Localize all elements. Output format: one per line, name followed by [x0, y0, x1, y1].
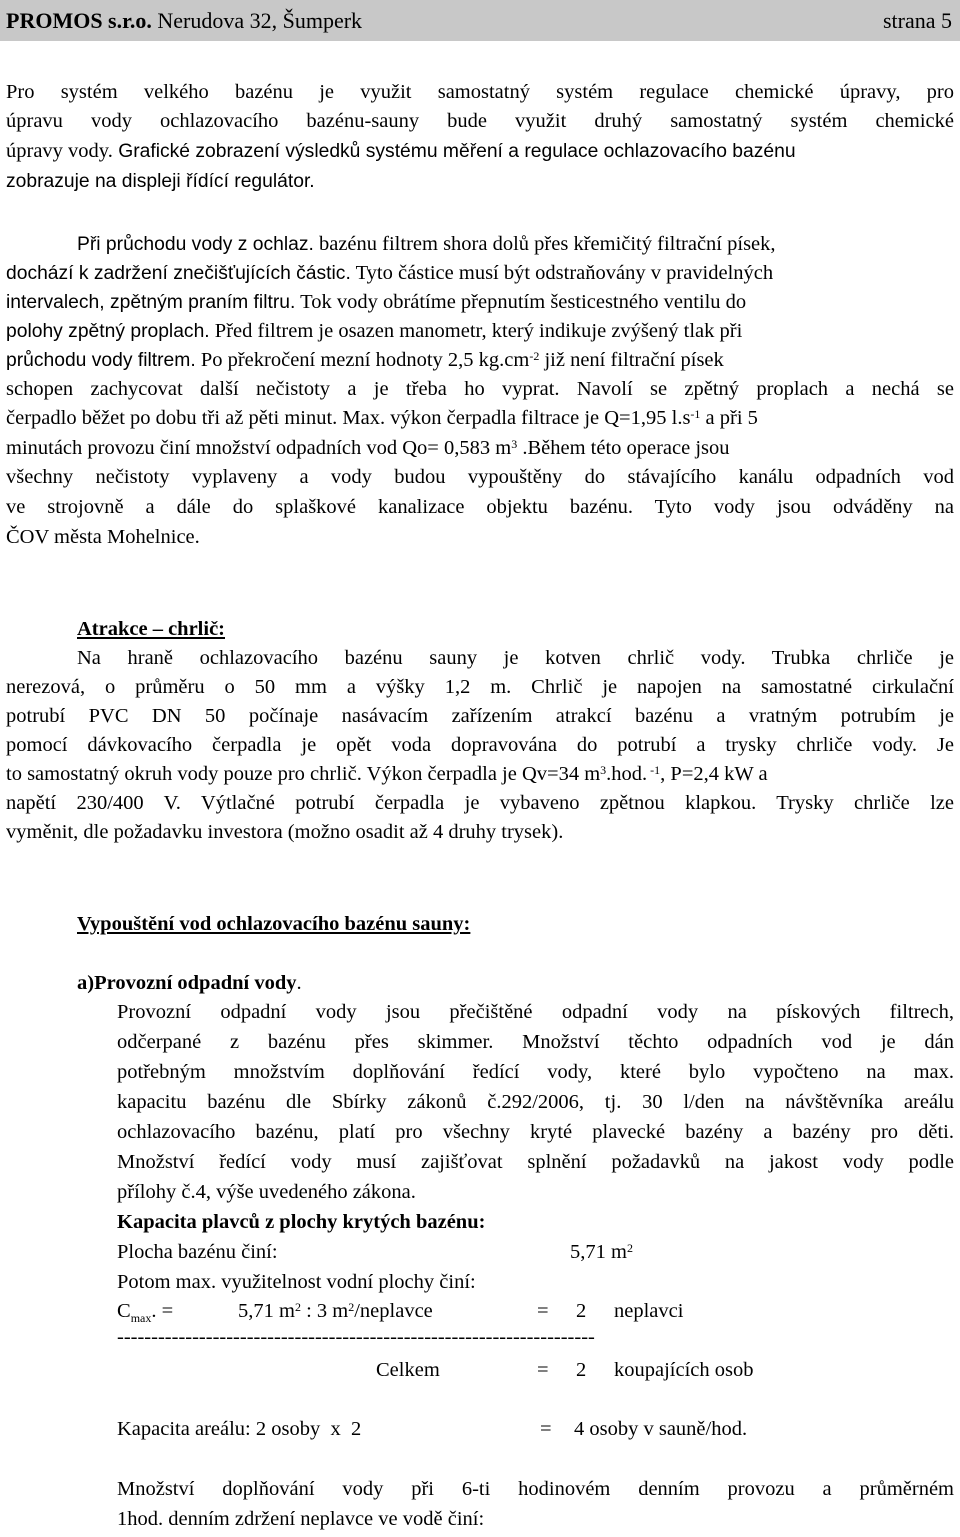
- total-label: Celkem: [376, 1359, 440, 1381]
- c-max-unit: neplavci: [614, 1300, 684, 1322]
- area-capacity-result: 4 osoby v sauně/hod.: [574, 1418, 748, 1440]
- text-line: vyměnit, dle požadavku investora (možno osadit až 4 druhy trysek).: [6, 821, 564, 843]
- area-label: Plocha bazénu činí:: [117, 1241, 278, 1263]
- page-header: [0, 0, 960, 41]
- text-line: průchodu vody filtrem. Po překročení mezní hodnoty 2,5 $kg.cm^{-2}$ již není filtrační písek: [6, 349, 724, 371]
- text-line: polohy zpětný proplach. Před filtrem je osazen manometr, který indikuje zvýšený tlak při: [6, 320, 743, 342]
- c-max-number: 2: [576, 1300, 587, 1322]
- text-line: Množství doplňování vody při 6-ti hodinovém denním provozu a průměrném: [117, 1478, 954, 1500]
- area-value: 5,71 $m^2$: [570, 1241, 633, 1263]
- text-line: přílohy č.4, výše uvedeného zákona.: [117, 1181, 416, 1203]
- header-page-number: strana 5: [882, 8, 952, 33]
- text-line: potřebným množstvím doplňování ředící vody, které bylo vypočteno na max.: [117, 1061, 954, 1083]
- text-line: všechny nečistoty vyplaveny a vody budou vypouštěny do stávajícího kanálu odpadních vod: [6, 466, 954, 488]
- total-unit: koupajících osob: [614, 1359, 754, 1381]
- dashed-separator: ----------------------------------------------------------------------: [117, 1326, 595, 1348]
- text-line: Provozní odpadní vody jsou přečištěné odpadní vody na pískových filtrech,: [117, 1001, 954, 1023]
- text-line: zobrazuje na displeji řídící regulátor.: [6, 171, 315, 192]
- text-line: minutách provozu činí množství odpadních vod Qo= 0,583 $m^3$ .Během této operace jsou: [6, 437, 730, 459]
- text-line: čerpadlo běžet po dobu tři až pěti minut. Max. výkon čerpadla filtrace je Q=1,95 $l.s^{-1}$ a při 5: [6, 407, 758, 429]
- capacity-heading: Kapacita plavců z plochy krytých bazénu:: [117, 1211, 486, 1233]
- area-capacity-label: Kapacita areálu: 2 osoby x 2: [117, 1418, 362, 1440]
- text-line: pomocí dávkovacího čerpadla je opět voda dopravována do potrubí a trysky chrliče vody. Je: [6, 734, 954, 756]
- subsection-heading: a)Provozní odpadní vody.: [77, 972, 302, 994]
- text-line: úpravu vody ochlazovacího bazénu-sauny bude využit druhý samostatný systém chemické: [6, 110, 954, 132]
- text-line: Při průchodu vody z ochlaz. bazénu filtrem shora dolů přes křemičitý filtrační písek,: [77, 233, 776, 255]
- text-line: Na hraně ochlazovacího bazénu sauny je kotven chrlič vody. Trubka chrliče je: [77, 647, 954, 669]
- text-line: ve strojovně a dále do splaškové kanalizace objektu bazénu. Tyto vody jsou odváděny na: [6, 496, 954, 518]
- header-company: PROMOS s.r.o. Nerudova 32, Šumperk: [6, 8, 363, 33]
- text-line: ČOV města Mohelnice.: [6, 526, 200, 548]
- text-line: intervalech, zpětným praním filtru. Tok vody obrátíme přepnutím šesticestného ventilu do: [6, 291, 747, 313]
- section-heading: Atrakce – chrlič:: [77, 618, 225, 640]
- text-line: úpravy vody. Grafické zobrazení výsledků systému měření a regulace ochlazovacího bazénu: [6, 140, 796, 162]
- text-line: napětí 230/400 V. Výtlačné potrubí čerpadla je vybaveno zpětnou klapkou. Trysky chrliče lze: [6, 792, 954, 814]
- text-line: Pro systém velkého bazénu je využit samostatný systém regulace chemické úpravy, pro: [6, 81, 954, 103]
- text-line: 1hod. denním zdržení neplavce ve vodě činí:: [117, 1508, 485, 1530]
- text-line: kapacitu bazénu dle Sbírky zákonů č.292/2006, tj. 30 l/den na návštěvníka areálu: [117, 1091, 954, 1113]
- c-max-expression: 5,71 $m^2$ : 3 $m^2$/neplavce: [238, 1300, 433, 1322]
- text-line: to samostatný okruh vody pouze pro chrlič. Výkon čerpadla je Qv=34 $m^3.hod$. $^{-1}$, P=2,4 kW a: [6, 763, 768, 785]
- text-line: ochlazovacího bazénu, platí pro všechny kryté plavecké bazény a bazény pro děti.: [117, 1121, 954, 1143]
- text-line: odčerpané z bazénu přes skimmer. Množství těchto odpadních vod je dán: [117, 1031, 954, 1053]
- text-line: potrubí PVC DN 50 počínaje nasávacím zařízením atrakcí bazénu a vratným potrubím je: [6, 705, 954, 727]
- text-line: schopen zachycovat další nečistoty a je třeba ho vyprat. Navolí se zpětný proplach a nechá se: [6, 378, 954, 400]
- section-heading: Vypouštění vod ochlazovacího bazénu sauny:: [77, 913, 471, 935]
- text-line: nerezová, o průměru o 50 mm a výšky 1,2 m. Chrlič je napojen na samostatné cirkulační: [6, 676, 954, 698]
- equals-sign: =: [537, 1359, 549, 1381]
- c-max-label: $C_{max}$. =: [117, 1300, 174, 1326]
- max-usage-label: Potom max. využitelnost vodní plochy činí:: [117, 1271, 476, 1293]
- text-line: dochází k zadržení znečišťujících částic. Tyto částice musí být odstraňovány v pravidelných: [6, 262, 774, 284]
- equals-sign: =: [540, 1418, 552, 1440]
- total-number: 2: [576, 1359, 587, 1381]
- equals-sign: =: [537, 1300, 549, 1322]
- text-line: Množství ředící vody musí zajišťovat splnění požadavků na jakost vody podle: [117, 1151, 954, 1173]
